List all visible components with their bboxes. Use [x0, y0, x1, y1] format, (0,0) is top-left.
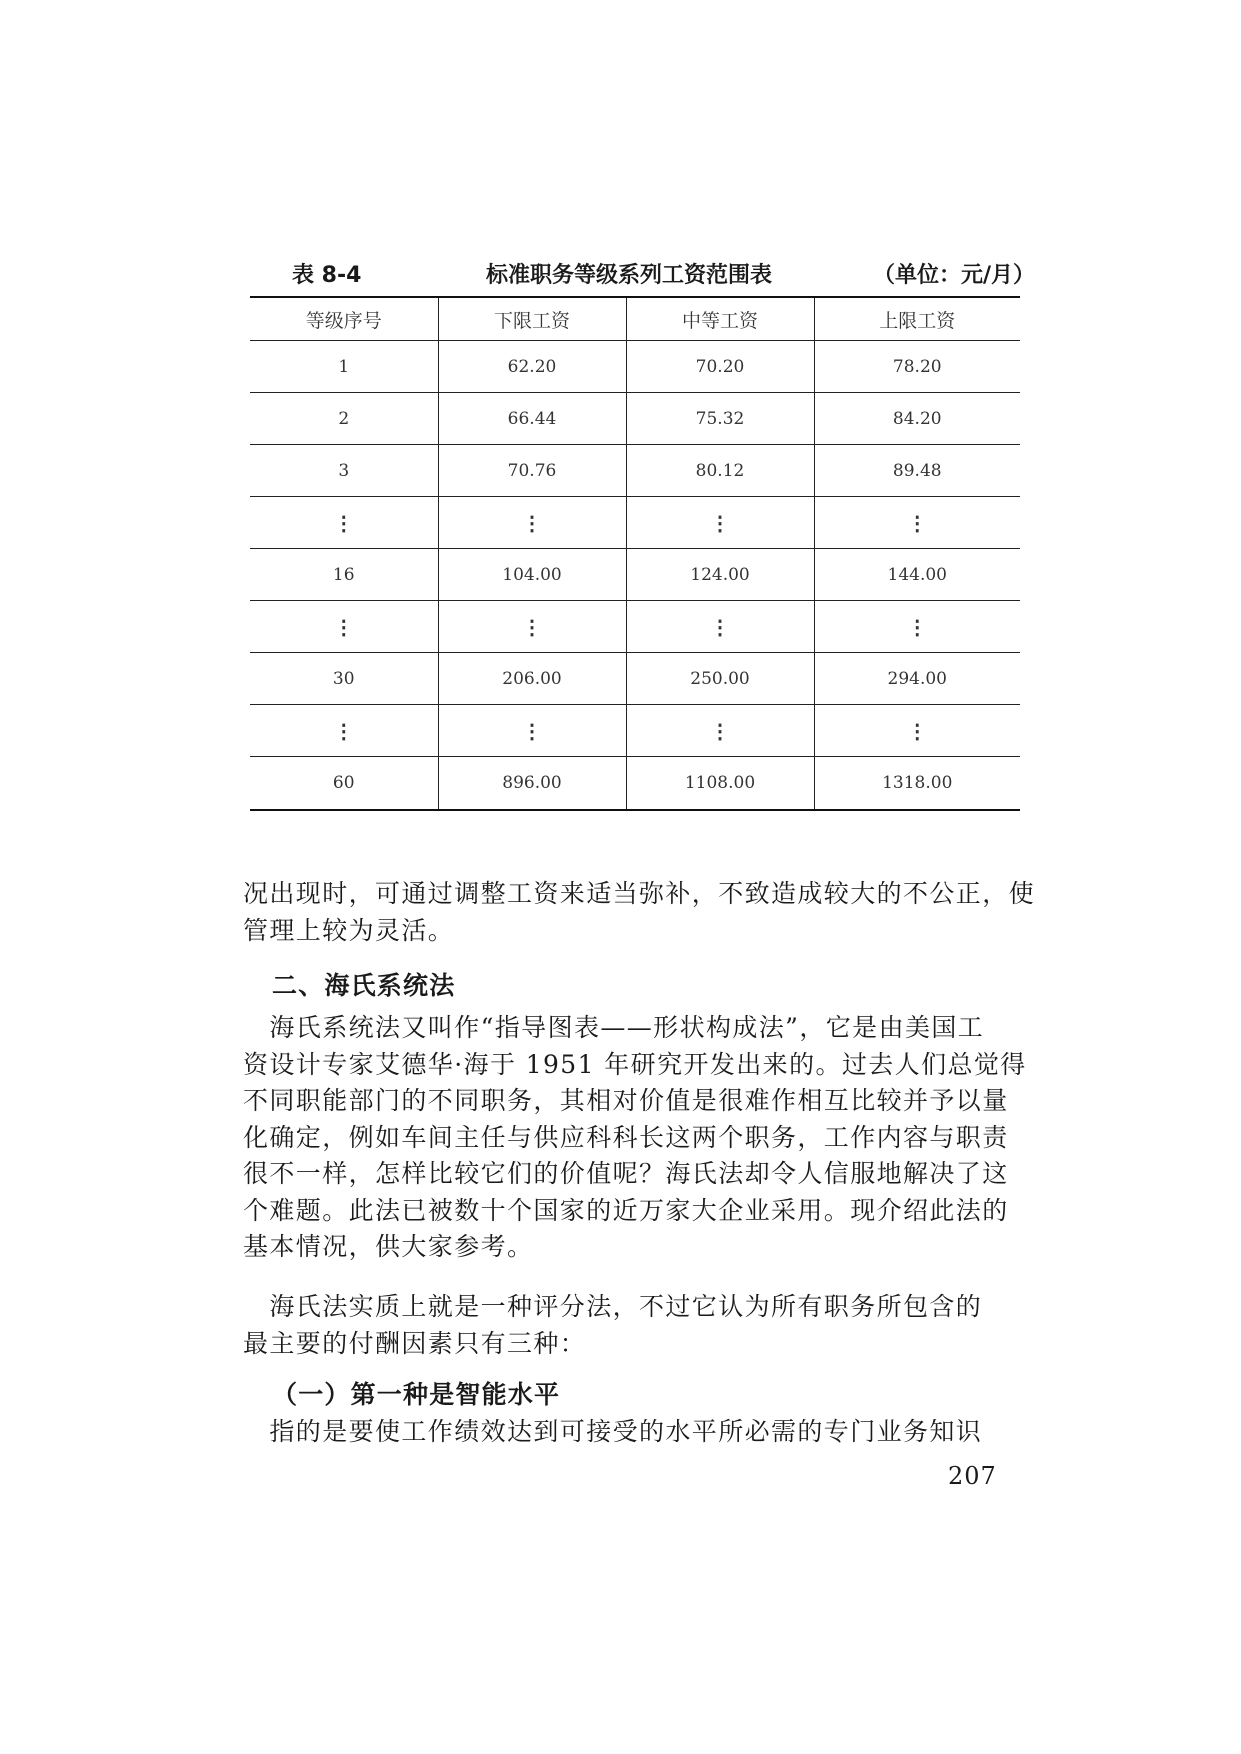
text-line: 海氏法实质上就是一种评分法，不过它认为所有职务所包含的 — [243, 1292, 983, 1321]
cell-ellipsis: ⋮ — [438, 601, 626, 653]
header-lower-wage: 下限工资 — [438, 297, 626, 341]
table-number: 表 8-4 — [292, 263, 362, 288]
cell-lower: 896.00 — [438, 757, 626, 811]
table-row — [250, 393, 1020, 445]
text-line: 指的是要使工作绩效达到可接受的水平所必需的专门业务知识 — [243, 1417, 983, 1446]
cell-grade: 3 — [250, 445, 438, 497]
cell-middle: 75.32 — [626, 393, 814, 445]
cell-ellipsis: ⋮ — [814, 705, 1020, 757]
text-line: 个难题。此法已被数十个国家的近万家大企业采用。现介绍此法的 — [243, 1195, 1009, 1225]
cell-lower: 70.76 — [438, 445, 626, 497]
table-row-ellipsis — [250, 497, 1020, 549]
text-line: 化确定，例如车间主任与供应科科长这两个职务，工作内容与职责 — [243, 1122, 1009, 1152]
text-line: 最主要的付酬因素只有三种： — [243, 1328, 587, 1358]
cell-ellipsis: ⋮ — [626, 497, 814, 549]
cell-upper: 84.20 — [814, 393, 1020, 445]
table-row — [250, 341, 1020, 393]
table-title: 标准职务等级系列工资范围表 — [486, 263, 773, 288]
subsection-heading: （一）第一种是智能水平 — [272, 1380, 561, 1409]
cell-ellipsis: ⋮ — [814, 497, 1020, 549]
cell-grade: 60 — [250, 757, 438, 811]
cell-grade: 16 — [250, 549, 438, 601]
paragraph-hay-essence — [243, 1289, 1033, 1362]
table-row — [250, 549, 1020, 601]
cell-lower: 104.00 — [438, 549, 626, 601]
cell-middle: 124.00 — [626, 549, 814, 601]
paragraph-continuation — [243, 876, 1036, 949]
cell-upper: 1318.00 — [814, 757, 1020, 811]
text-line: 海氏系统法又叫作“指导图表——形状构成法”，它是由美国工 — [243, 1013, 985, 1042]
text-line: 不同职能部门的不同职务，其相对价值是很难作相互比较并予以量 — [243, 1086, 1009, 1115]
text-line: 资设计专家艾德华·海于 1951 年研究开发出来的。过去人们总觉得 — [243, 1049, 1027, 1079]
cell-ellipsis: ⋮ — [438, 705, 626, 757]
text-line: 况出现时，可通过调整工资来适当弥补，不致造成较大的不公正，使 — [243, 879, 1036, 908]
table-row — [250, 445, 1020, 497]
header-middle-wage: 中等工资 — [626, 297, 814, 341]
paragraph-intelligence-level — [243, 1414, 1033, 1451]
cell-ellipsis: ⋮ — [250, 497, 438, 549]
text-line: 基本情况，供大家参考。 — [243, 1232, 534, 1261]
text-line: 管理上较为灵活。 — [243, 915, 455, 945]
cell-middle: 250.00 — [626, 653, 814, 705]
table-caption — [250, 258, 1035, 292]
paragraph-hay-intro — [243, 1010, 1033, 1266]
cell-grade: 2 — [250, 393, 438, 445]
table-row — [250, 653, 1020, 705]
table-row-ellipsis — [250, 601, 1020, 653]
cell-lower: 206.00 — [438, 653, 626, 705]
table-header-row — [250, 297, 1020, 341]
cell-ellipsis: ⋮ — [626, 601, 814, 653]
cell-upper: 294.00 — [814, 653, 1020, 705]
cell-middle: 80.12 — [626, 445, 814, 497]
cell-ellipsis: ⋮ — [814, 601, 1020, 653]
cell-grade: 30 — [250, 653, 438, 705]
cell-upper: 89.48 — [814, 445, 1020, 497]
salary-table-container — [250, 296, 1020, 811]
cell-ellipsis: ⋮ — [250, 601, 438, 653]
cell-ellipsis: ⋮ — [626, 705, 814, 757]
text-line: 很不一样，怎样比较它们的价值呢？海氏法却令人信服地解决了这 — [243, 1159, 1009, 1188]
cell-upper: 144.00 — [814, 549, 1020, 601]
cell-lower: 66.44 — [438, 393, 626, 445]
table-unit: （单位：元/月） — [872, 263, 1035, 288]
header-grade: 等级序号 — [250, 297, 438, 341]
cell-ellipsis: ⋮ — [250, 705, 438, 757]
cell-middle: 1108.00 — [626, 757, 814, 811]
page-number: 207 — [948, 1462, 997, 1490]
table-row — [250, 757, 1020, 811]
cell-middle: 70.20 — [626, 341, 814, 393]
cell-ellipsis: ⋮ — [438, 497, 626, 549]
table-row-ellipsis — [250, 705, 1020, 757]
header-upper-wage: 上限工资 — [814, 297, 1020, 341]
section-heading: 二、海氏系统法 — [272, 971, 456, 1000]
cell-grade: 1 — [250, 341, 438, 393]
cell-upper: 78.20 — [814, 341, 1020, 393]
salary-range-table — [250, 296, 1020, 811]
cell-lower: 62.20 — [438, 341, 626, 393]
